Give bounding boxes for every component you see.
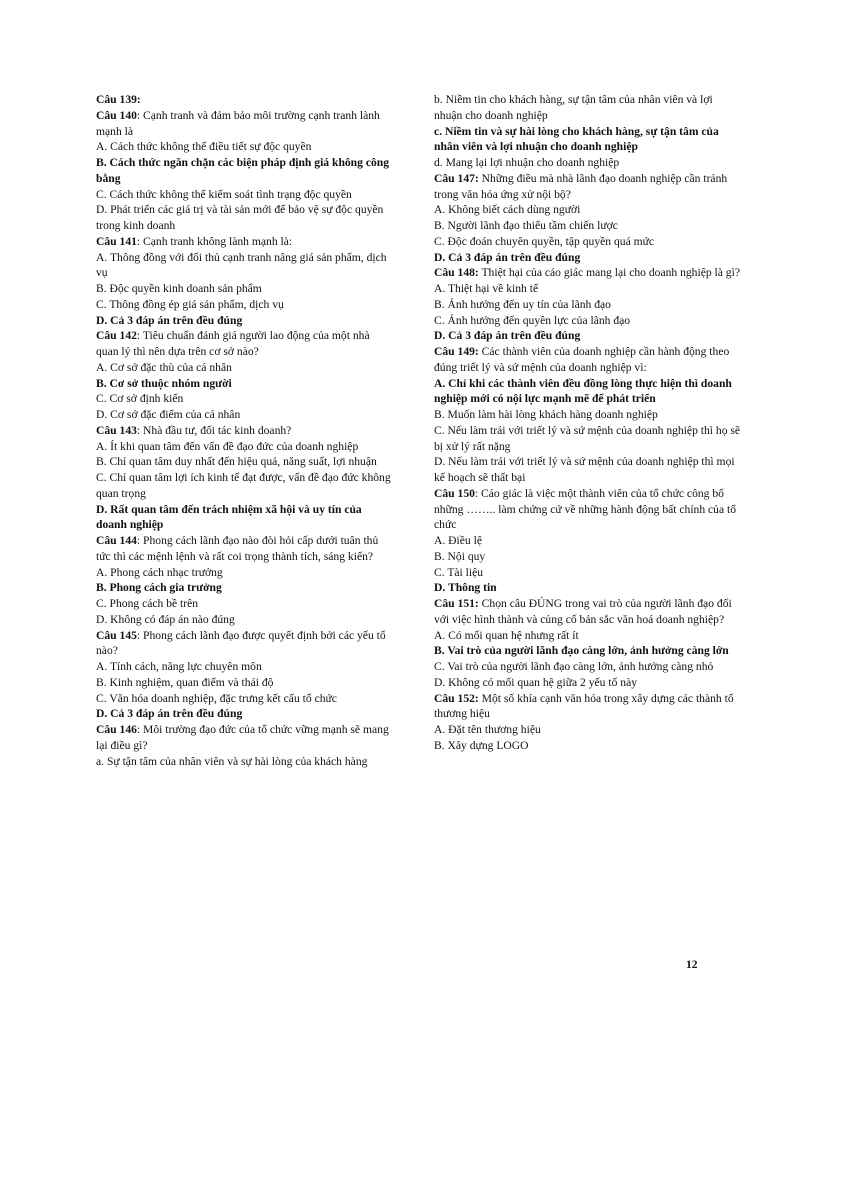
answer-line: D. Nếu làm trái với triết lý và sứ mệnh của doanh nghiệp thì mọi kế hoạch sẽ thất bại (434, 455, 735, 484)
left-column (96, 92, 391, 769)
answer-line: C. Văn hóa doanh nghiệp, đặc trưng kết cấu tổ chức (96, 691, 337, 705)
answer-line: A. Thiệt hại về kinh tế (434, 282, 539, 295)
correct-answer-line: c. Niềm tin và sự hài lòng cho khách hàng, sự tận tâm của nhân viên và lợi nhuận cho doanh nghiệp (434, 124, 719, 154)
question-line (434, 596, 742, 628)
correct-answer-line: A. Chỉ khi các thành viên đều đồng lòng thực hiện thì doanh nghiệp mới có nội lực mạnh mẽ để phát triển (434, 376, 732, 406)
answer-line: C. Cách thức không thể kiểm soát tình trạng độc quyền (96, 187, 352, 201)
question-line (96, 108, 391, 140)
correct-answer-line: D. Cả 3 đáp án trên đều đúng (434, 329, 581, 343)
answer-line: A. Cách thức không thể điều tiết sự độc quyền (96, 140, 312, 154)
answer-line: A. Ít khi quan tâm đến vấn đề đạo đức của doanh nghiệp (96, 439, 359, 453)
right-column (434, 92, 742, 754)
answer-line: B. Xây dựng LOGO (434, 738, 529, 752)
question-text: Thiệt hại của cáo giác mang lại cho doanh nghiệp là gì? (478, 266, 740, 280)
question-number: Câu 152: (434, 691, 479, 705)
question-number: Câu 143 (96, 423, 137, 437)
correct-answer-line: D. Cả 3 đáp án trên đều đúng (96, 707, 243, 721)
answer-line: A. Điều lệ (434, 534, 482, 547)
answer-line: A. Có mối quan hệ nhưng rất ít (434, 628, 579, 642)
answer-line: C. Nếu làm trái với triết lý và sứ mệnh của doanh nghiệp thì họ sẽ bị xử lý rất nặng (434, 423, 741, 453)
question-number: Câu 151: (434, 597, 479, 610)
answer-line: B. Ảnh hưởng đến uy tín của lãnh đạo (434, 297, 611, 311)
question-text: : Phong cách lãnh đạo nào đòi hỏi cấp dưới tuân thủ tức thì các mệnh lệnh và rất coi trọng thành tích, sáng kiến? (96, 534, 379, 563)
question-line (96, 234, 391, 250)
question-number: Câu 140 (96, 108, 137, 122)
answer-line: a. Sự tận tâm của nhân viên và sự hài lòng của khách hàng (96, 754, 368, 768)
correct-answer-line: D. Cả 3 đáp án trên đều đúng (96, 313, 243, 327)
question-number: Câu 147: (434, 171, 479, 185)
question-text: : Phong cách lãnh đạo được quyết định bởi các yếu tố nào? (96, 628, 386, 658)
answer-line: d. Mang lại lợi nhuận cho doanh nghiệp (434, 156, 620, 169)
question-line (96, 628, 391, 660)
question-text: : Tiêu chuẩn đánh giá người lao động của một nhà quan lý thì nên dựa trên cơ sở nào? (96, 329, 370, 358)
answer-line: A. Phong cách nhạc trưởng (96, 565, 223, 579)
question-line (434, 691, 742, 723)
correct-answer-line: Câu 139: (96, 93, 141, 106)
answer-line: D. Không có đáp án nào đúng (96, 612, 235, 626)
question-line (434, 265, 742, 281)
question-text: : Nhà đầu tư, đối tác kinh doanh? (136, 423, 292, 437)
answer-line: C. Thông đồng ép giá sản phẩm, dịch vụ (96, 297, 284, 311)
answer-line: C. Ảnh hưởng đến quyền lực của lãnh đạo (434, 313, 631, 327)
question-line (96, 533, 391, 565)
answer-line: B. Nội quy (434, 549, 486, 563)
answer-line: A. Tính cách, năng lực chuyên môn (96, 660, 262, 673)
answer-line: C. Độc đoán chuyên quyền, tập quyền quá mức (434, 234, 655, 248)
correct-answer-line: B. Vai trò của người lãnh đạo càng lớn, ảnh hưởng càng lớn (434, 644, 729, 658)
question-text: Chọn câu ĐÚNG trong vai trò của người lãnh đạo đối với việc hình thành và củng cố bản sắc văn hoá doanh nghiệp? (434, 597, 732, 626)
answer-line: A. Không biết cách dùng người (434, 203, 581, 217)
question-number: Câu 146 (96, 723, 137, 736)
question-number: Câu 142 (96, 329, 137, 343)
correct-answer-line: B. Cách thức ngăn chặn các biện pháp định giá không công bằng (96, 156, 390, 185)
answer-line: A. Đặt tên thương hiệu (434, 723, 541, 736)
question-number: Câu 144 (96, 534, 137, 547)
question-number: Câu 141 (96, 234, 137, 248)
correct-answer-line: D. Rất quan tâm đến trách nhiệm xã hội và uy tín của doanh nghiệp (96, 502, 362, 532)
answer-line: B. Người lãnh đạo thiếu tầm chiến lược (434, 219, 618, 232)
question-number: Câu 149: (434, 345, 479, 358)
question-line (96, 328, 391, 360)
answer-line: C. Phong cách bề trên (96, 597, 199, 610)
question-text: : Môi trường đạo đức của tổ chức vững mạnh sẽ mang lại điều gì? (96, 723, 389, 752)
page-number: 12 (686, 958, 698, 971)
answer-line: B. Độc quyền kinh doanh sản phẩm (96, 282, 262, 295)
question-line (434, 344, 742, 376)
question-number: Câu 148: (434, 266, 479, 280)
correct-answer-line: B. Cơ sở thuộc nhóm người (96, 376, 232, 390)
question-text: : Cạnh tranh không lành mạnh là: (136, 234, 293, 248)
answer-line: C. Cơ sở định kiến (96, 392, 184, 406)
answer-line: b. Niềm tin cho khách hàng, sự tận tâm của nhân viên và lợi nhuận cho doanh nghiệp (434, 93, 713, 122)
question-text: Các thành viên của doanh nghiệp cần hành động theo đúng triết lý và sứ mệnh của doanh nghiệp vì: (434, 345, 730, 374)
question-text: : Cạnh tranh và đảm bảo môi trường cạnh tranh lành mạnh là (96, 108, 380, 138)
question-number: Câu 150 (434, 486, 475, 500)
correct-answer-line: B. Phong cách gia trưởng (96, 581, 222, 595)
question-text: : Cáo giác là việc một thành viên của tổ chức công bố những …….. làm chứng cứ về những hành động bất chính của tổ chức (434, 486, 737, 532)
correct-answer-line: D. Thông tin (434, 581, 497, 595)
question-line (434, 486, 742, 533)
answer-line: B. Muốn làm hài lòng khách hàng doanh nghiệp (434, 408, 658, 421)
answer-line: C. Vai trò của người lãnh đạo càng lớn, ảnh hưởng càng nhỏ (434, 660, 714, 673)
answer-line: C. Chỉ quan tâm lợi ích kinh tế đạt được, vấn đề đạo đức không quan trọng (96, 471, 391, 500)
answer-line: D. Không có mối quan hệ giữa 2 yếu tố này (434, 675, 638, 689)
question-line (96, 423, 391, 439)
answer-line: A. Cơ sở đặc thù của cá nhân (96, 360, 232, 374)
answer-line: A. Thông đồng với đối thủ cạnh tranh nâng giá sản phẩm, dịch vụ (96, 250, 387, 280)
answer-line: C. Tài liệu (434, 565, 484, 579)
correct-answer-line: D. Cả 3 đáp án trên đều đúng (434, 250, 581, 264)
answer-line: D. Cơ sở đặc điểm của cá nhân (96, 408, 241, 421)
answer-line: D. Phát triển các giá trị và tài sản mới để bảo vệ sự độc quyền trong kinh doanh (96, 203, 384, 232)
answer-line: B. Chỉ quan tâm duy nhất đến hiệu quả, năng suất, lợi nhuận (96, 455, 377, 469)
question-line (96, 722, 391, 754)
question-line (434, 171, 742, 203)
question-text: Một số khía cạnh văn hóa trong xây dựng các thành tố thương hiệu (434, 691, 734, 721)
question-number: Câu 145 (96, 628, 137, 642)
question-text: Những điều mà nhà lãnh đạo doanh nghiệp cần tránh trong văn hóa ứng xử nội bộ? (434, 171, 728, 201)
answer-line: B. Kinh nghiệm, quan điểm và thái độ (96, 675, 274, 689)
